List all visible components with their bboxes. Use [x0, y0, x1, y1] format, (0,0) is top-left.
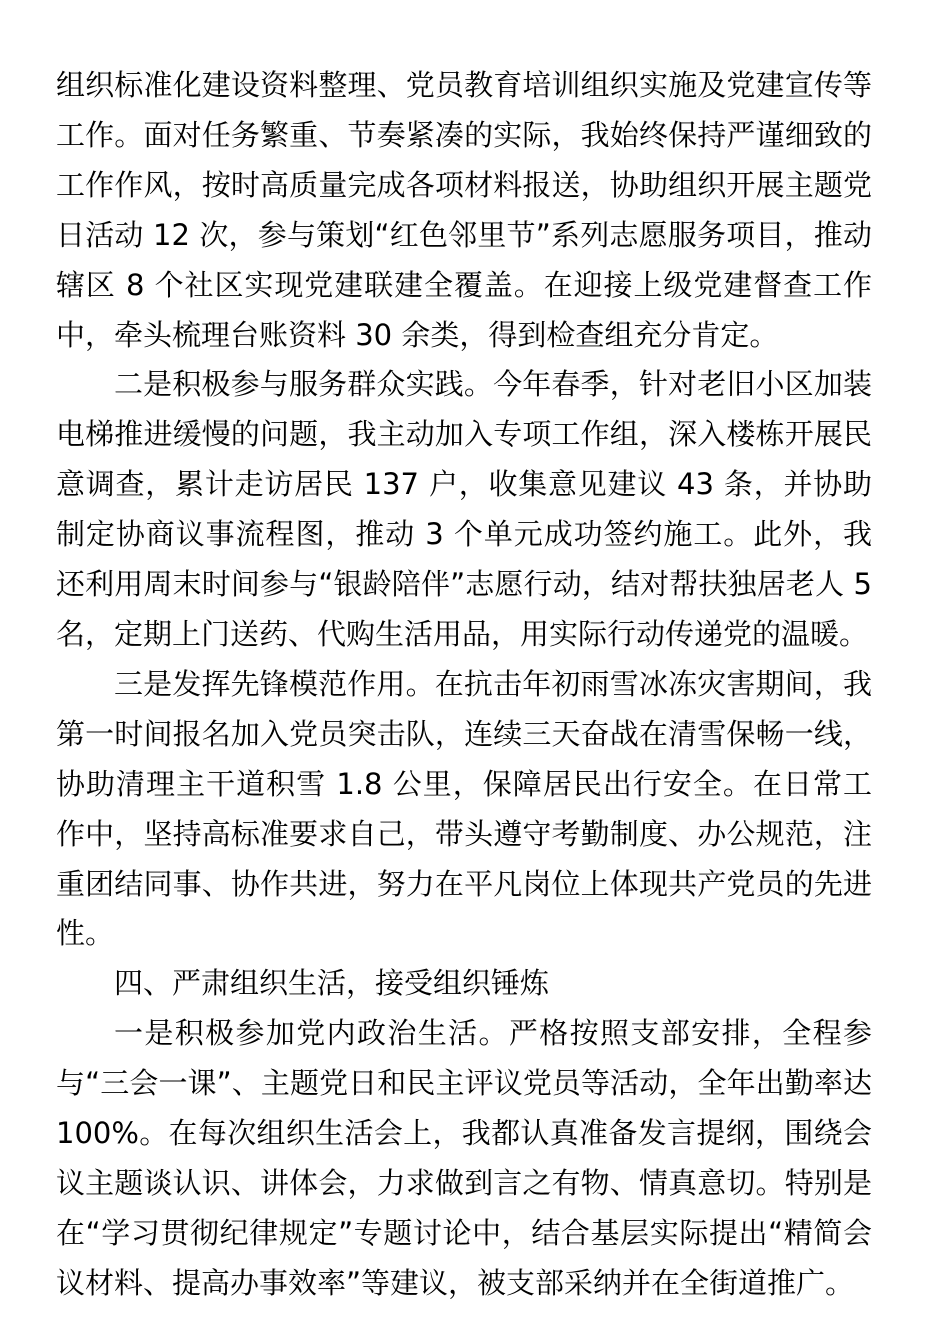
paragraph-political-life: 一是积极参加党内政治生活。严格按照支部安排，全程参与“三会一课”、主题党日和民主评议党员等活动，全年出勤率达 100%。在每次组织生活会上，我都认真准备发言提纲，围绕会议主题谈认识、讲体会，力求做到言之有物、情真意切。特别是在“学习贯彻纪律规定”专题讨论中，结合基层实际提出“精简会议材料、提高办事效率”等建议，被支部采纳并在全街道推广。	[56, 1016, 872, 1300]
paragraph-service-practice: 二是积极参与服务群众实践。今年春季，针对老旧小区加装电梯推进缓慢的问题，我主动加入专项工作组，深入楼栋开展民意调查，累计走访居民 137 户，收集意见建议 43 条，并协助制定协商议事流程图，推动 3 个单元成功签约施工。此外，我还利用周末时间参与“银龄陪伴”志愿行动，结对帮扶独居老人 5 名，定期上门送药、代购生活用品，用实际行动传递党的温暖。	[56, 367, 872, 651]
paragraph-pioneer-role: 三是发挥先锋模范作用。在抗击年初雨雪冰冻灾害期间，我第一时间报名加入党员突击队，连续三天奋战在清雪保畅一线，协助清理主干道积雪 1.8 公里，保障居民出行安全。在日常工作中，坚持高标准要求自己，带头遵守考勤制度、办公规范，注重团结同事、协作共进，努力在平凡岗位上体现共产党员的先进性。	[56, 666, 872, 951]
section-heading: 四、严肃组织生活，接受组织锤炼	[114, 966, 550, 1001]
paragraph-continuation: 组织标准化建设资料整理、党员教育培训组织实施及党建宣传等工作。面对任务繁重、节奏紧凑的实际，我始终保持严谨细致的工作作风，按时高质量完成各项材料报送，协助组织开展主题党日活动 12 次，参与策划“红色邻里节”系列志愿服务项目，推动辖区 8 个社区实现党建联建全覆盖。在迎接上级党建督查工作中，牵头梳理台账资料 30 余类，得到检查组充分肯定。	[56, 68, 872, 352]
